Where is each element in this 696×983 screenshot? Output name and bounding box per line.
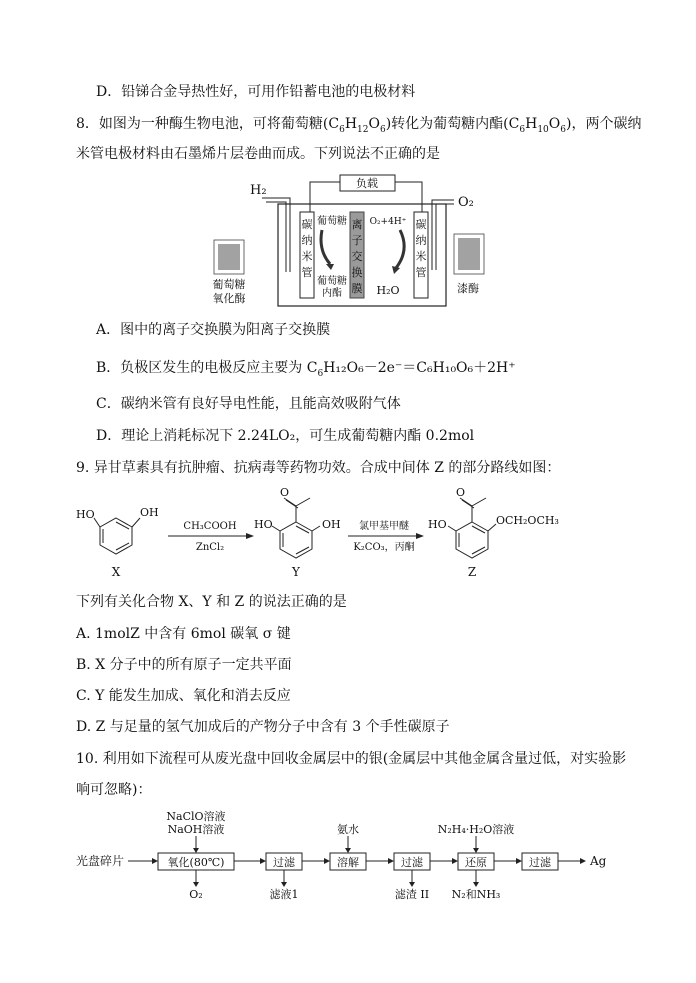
q9-question: 下列有关化合物 X、Y 和 Z 的说法正确的是 [76, 594, 347, 610]
q9-stem: 9. 异甘草素具有抗肿瘤、抗病毒等药物功效。合成中间体 Z 的部分路线如图： [76, 460, 561, 476]
q8-sub: 6 [379, 124, 386, 135]
q8-sub: 10 [537, 124, 549, 135]
y-o: O [280, 486, 290, 499]
q8-stem-part: H [525, 116, 538, 132]
z-label: Z [467, 565, 477, 579]
q8-stem-part: H [344, 116, 358, 132]
step-reduce: 还原 [465, 856, 487, 869]
flow-end-ag: Ag [590, 854, 607, 868]
x-oh: OH [140, 506, 159, 519]
step-filter-1: 过滤 [273, 856, 295, 869]
battery-diagram [200, 172, 500, 312]
enzyme-right-label: 漆酶 [457, 282, 479, 295]
q8-option-b-part: B．负极区发生的电极反应主要为 C [96, 360, 318, 376]
right-electrode-char: 米 [415, 250, 427, 263]
y-ho: HO [254, 518, 273, 531]
q8-option-a: A．图中的离子交换膜为阳离子交换膜 [96, 322, 331, 338]
compound-z [448, 498, 496, 558]
out-n2-nh3: N₂和NH₃ [451, 888, 501, 901]
left-arrow-head [326, 264, 334, 270]
reagent-1-bottom: ZnCl₂ [195, 542, 225, 553]
membrane-char: 交 [351, 250, 363, 263]
step-filter-3: 过滤 [529, 856, 551, 869]
load-label: 负载 [356, 177, 378, 190]
reagent-ammonia: 氨水 [337, 823, 359, 836]
y-oh: OH [322, 518, 341, 531]
q9-option-c: C. Y 能发生加成、氧化和消去反应 [76, 688, 291, 704]
q8-sub: 6 [339, 124, 345, 135]
membrane-char: 换 [351, 266, 363, 279]
out-1-arrow-head [193, 882, 199, 887]
enzyme-left-label-2: 氧化酶 [212, 292, 246, 305]
reagent-naoh: NaOH溶液 [167, 823, 225, 836]
laccase-swatch [454, 234, 484, 274]
flow-arrow-2-head [324, 858, 330, 864]
q8-stem-part: )，两个碳纳 [565, 116, 642, 132]
y-label: Y [292, 565, 300, 579]
out-2-arrow-head [281, 882, 287, 887]
membrane-char: 离 [351, 218, 363, 231]
lactone-label-1: 葡萄糖 [317, 276, 347, 287]
out-o2: O₂ [189, 888, 203, 901]
lactone-label-2: 内酯 [322, 288, 342, 299]
q8-sub: 6 [519, 124, 526, 135]
glucose-label: 葡萄糖 [317, 216, 347, 227]
flow-arrow-1-head [260, 858, 266, 864]
reagent-1-top: CH₃COOH [183, 521, 237, 532]
right-arrow [396, 230, 404, 268]
h2-label: H₂ [250, 183, 267, 198]
x-label: X [111, 565, 121, 579]
q8-stem-part: 8．如图为一种酶生物电池，可将葡萄糖(C [76, 116, 340, 132]
flow-start: 光盘碎片 [76, 854, 125, 868]
option-d-previous: D．铅锑合金导热性好，可用作铅蓄电池的电极材料 [96, 84, 416, 100]
out-filtrate-1: 滤液1 [269, 888, 299, 901]
reagent-hydrazine: N₂H₄·H₂O溶液 [437, 823, 515, 836]
q8-option-d: D．理论上消耗标况下 2.24LO₂，可生成葡萄糖内酯 0.2mol [96, 428, 475, 444]
q10-stem-line2: 响可忽略)： [76, 782, 152, 798]
membrane-char: 膜 [351, 282, 363, 295]
glucose-oxidase-swatch [214, 240, 244, 274]
z-o: O [456, 486, 466, 499]
left-electrode-char: 纳 [301, 234, 313, 247]
q8-option-b [96, 358, 516, 384]
reagent-1-arrow-head [193, 848, 199, 853]
right-electrode-char: 碳 [415, 218, 427, 231]
z-och2och3: OCH₂OCH₃ [496, 514, 559, 527]
left-arrow [321, 230, 330, 264]
step-filter-2: 过滤 [401, 856, 423, 869]
flow-arrow-6-head [580, 858, 586, 864]
out-residue-2: 滤渣 II [394, 888, 430, 901]
o2-inlet-tube-inner [436, 204, 454, 270]
enzyme-left-label-1: 葡萄糖 [212, 278, 246, 291]
right-electrode-char: 管 [415, 266, 427, 279]
left-electrode-char: 管 [301, 266, 313, 279]
out-5-arrow-head [473, 882, 479, 887]
step-dissolve: 溶解 [337, 856, 359, 869]
reagent-3-arrow-head [345, 848, 351, 853]
process-flowchart [76, 808, 636, 904]
z-ho: HO [428, 518, 447, 531]
q8-stem-line2: 米管电极材料由石墨烯片层卷曲而成。下列说法不正确的是 [76, 146, 440, 162]
q8-option-b-sub: 6 [317, 368, 324, 379]
h2o-label: H₂O [376, 284, 400, 297]
arrow-2-head [416, 533, 424, 539]
o2-label: O₂ [458, 195, 474, 210]
compound-y [272, 498, 320, 558]
reagent-2-bottom: K₂CO₃，丙酮 [353, 542, 415, 553]
reagent-5-arrow-head [473, 848, 479, 853]
compound-x [94, 518, 140, 554]
q8-sub: 6 [560, 124, 566, 135]
q8-stem-line1 [76, 114, 641, 140]
wire-right [395, 182, 422, 212]
left-electrode-char: 米 [301, 250, 313, 263]
h2-inlet-tube-inner [266, 202, 286, 272]
step-oxidation: 氧化(80℃) [167, 856, 225, 869]
q9-option-a: A. 1molZ 中含有 6mol 碳氧 σ 键 [76, 626, 291, 642]
out-4-arrow-head [409, 882, 415, 887]
q8-stem-part: O [548, 116, 561, 132]
wire-left [310, 182, 340, 212]
right-electrode-char: 纳 [415, 234, 427, 247]
flow-arrow-5-head [516, 858, 522, 864]
o2-4h-label: O₂+4H⁺ [369, 217, 407, 227]
q8-stem-part: )转化为葡萄糖内酯(C [385, 116, 520, 132]
flow-arrow-3-head [388, 858, 394, 864]
q10-stem-line1: 10. 利用如下流程可从废光盘中回收金属层中的银(金属层中其他金属含量过低，对实验影 [76, 751, 627, 767]
membrane-char: 子 [351, 234, 363, 247]
x-ho: HO [76, 508, 95, 521]
q8-sub: 12 [357, 124, 369, 135]
right-arrow-head [392, 266, 400, 274]
left-electrode-char: 碳 [301, 218, 313, 231]
arrow-1-head [246, 533, 254, 539]
q8-stem-part: O [368, 116, 380, 132]
o2-inlet-tube [432, 200, 454, 270]
reagent-2-top: 氯甲基甲醚 [359, 521, 409, 532]
flow-arrow-4-head [452, 858, 458, 864]
q8-option-c: C．碳纳米管有良好导电性能，且能高效吸附气体 [96, 396, 401, 412]
flow-arrow-0-head [152, 858, 158, 864]
synthesis-scheme [76, 484, 596, 584]
q9-option-b: B. X 分子中的所有原子一定共平面 [76, 657, 292, 673]
q9-option-d: D. Z 与足量的氢气加成后的产物分子中含有 3 个手性碳原子 [76, 719, 450, 735]
reagent-naclo: NaClO溶液 [166, 810, 226, 823]
q8-option-b-part: H₁₂O₆－2e⁻＝C₆H₁₀O₆＋2H⁺ [323, 360, 516, 376]
